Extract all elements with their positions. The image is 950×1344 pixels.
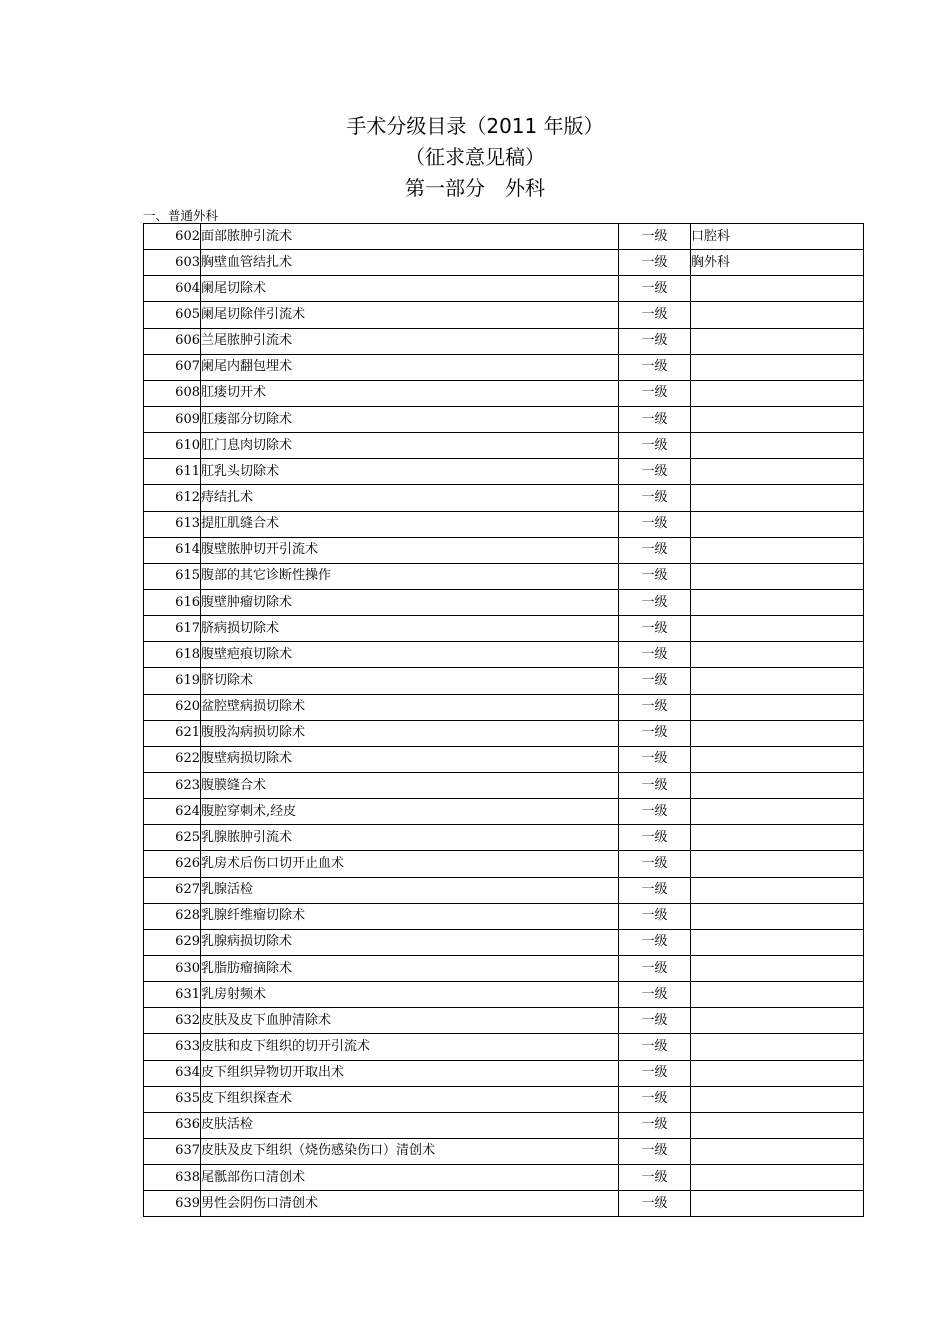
department: [691, 799, 864, 825]
row-number: 612: [144, 485, 201, 511]
department: [691, 825, 864, 851]
row-number: 633: [144, 1034, 201, 1060]
procedure-name: 乳腺脓肿引流术: [201, 825, 619, 851]
procedure-name: 乳脂肪瘤摘除术: [201, 955, 619, 981]
procedure-name: 肛乳头切除术: [201, 459, 619, 485]
row-number: 604: [144, 276, 201, 302]
surgery-level: 一级: [619, 485, 691, 511]
department: [691, 772, 864, 798]
surgery-level: 一级: [619, 799, 691, 825]
department: [691, 1112, 864, 1138]
department: [691, 1191, 864, 1217]
department: 口腔科: [691, 224, 864, 250]
table-row: [144, 406, 864, 432]
procedure-name: 提肛肌缝合术: [201, 511, 619, 537]
row-number: 626: [144, 851, 201, 877]
surgery-level: 一级: [619, 1034, 691, 1060]
document-subtitle: （征求意见稿）: [405, 145, 545, 169]
department: [691, 929, 864, 955]
table-row: [144, 1008, 864, 1034]
row-number: 624: [144, 799, 201, 825]
row-number: 606: [144, 328, 201, 354]
surgery-level: 一级: [619, 1112, 691, 1138]
surgery-level: 一级: [619, 694, 691, 720]
procedure-name: 肛瘘部分切除术: [201, 406, 619, 432]
table-row: [144, 459, 864, 485]
surgery-level: 一级: [619, 903, 691, 929]
procedure-name: 皮下组织探查术: [201, 1086, 619, 1112]
surgery-level: 一级: [619, 302, 691, 328]
department: [691, 851, 864, 877]
surgery-level: 一级: [619, 1086, 691, 1112]
row-number: 637: [144, 1138, 201, 1164]
procedure-name: 腹部的其它诊断性操作: [201, 563, 619, 589]
table-row: [144, 537, 864, 563]
table-row: [144, 380, 864, 406]
procedure-name: 乳腺纤维瘤切除术: [201, 903, 619, 929]
department: [691, 903, 864, 929]
surgery-level: 一级: [619, 537, 691, 563]
department: [691, 354, 864, 380]
surgery-level: 一级: [619, 1191, 691, 1217]
procedure-name: 男性会阴伤口清创术: [201, 1191, 619, 1217]
surgery-table: [143, 223, 864, 1217]
row-number: 623: [144, 772, 201, 798]
surgery-level: 一级: [619, 276, 691, 302]
department: [691, 563, 864, 589]
part-heading: 第一部分 外科: [405, 176, 545, 200]
row-number: 603: [144, 250, 201, 276]
procedure-name: 腹壁脓肿切开引流术: [201, 537, 619, 563]
table-row: [144, 354, 864, 380]
row-number: 629: [144, 929, 201, 955]
department: [691, 1060, 864, 1086]
procedure-name: 肛瘘切开术: [201, 380, 619, 406]
section-label: 一、普通外科: [143, 208, 219, 223]
department: [691, 276, 864, 302]
surgery-level: 一级: [619, 511, 691, 537]
document-title: 手术分级目录（2011 年版）: [346, 114, 604, 138]
department: [691, 1138, 864, 1164]
department: [691, 877, 864, 903]
table-row: [144, 772, 864, 798]
row-number: 608: [144, 380, 201, 406]
surgery-level: 一级: [619, 929, 691, 955]
table-row: [144, 825, 864, 851]
table-row: [144, 276, 864, 302]
procedure-name: 乳腺病损切除术: [201, 929, 619, 955]
row-number: 639: [144, 1191, 201, 1217]
table-row: [144, 720, 864, 746]
surgery-level: 一级: [619, 250, 691, 276]
department: [691, 302, 864, 328]
row-number: 616: [144, 589, 201, 615]
table-row: [144, 1191, 864, 1217]
row-number: 620: [144, 694, 201, 720]
row-number: 630: [144, 955, 201, 981]
surgery-level: 一级: [619, 1008, 691, 1034]
table-row: [144, 485, 864, 511]
surgery-table-body: [144, 224, 864, 1217]
surgery-level: 一级: [619, 746, 691, 772]
surgery-level: 一级: [619, 877, 691, 903]
table-row: [144, 302, 864, 328]
department: [691, 1034, 864, 1060]
row-number: 610: [144, 433, 201, 459]
row-number: 614: [144, 537, 201, 563]
table-row: [144, 433, 864, 459]
procedure-name: 腹壁病损切除术: [201, 746, 619, 772]
department: [691, 433, 864, 459]
surgery-level: 一级: [619, 563, 691, 589]
department: [691, 1008, 864, 1034]
procedure-name: 皮肤和皮下组织的切开引流术: [201, 1034, 619, 1060]
table-row: [144, 589, 864, 615]
procedure-name: 脐病损切除术: [201, 616, 619, 642]
surgery-level: 一级: [619, 380, 691, 406]
procedure-name: 胸壁血管结扎术: [201, 250, 619, 276]
surgery-level: 一级: [619, 1060, 691, 1086]
row-number: 634: [144, 1060, 201, 1086]
procedure-name: 阑尾内翻包埋术: [201, 354, 619, 380]
procedure-name: 腹股沟病损切除术: [201, 720, 619, 746]
procedure-name: 阑尾切除伴引流术: [201, 302, 619, 328]
department: 胸外科: [691, 250, 864, 276]
surgery-level: 一级: [619, 406, 691, 432]
department: [691, 406, 864, 432]
department: [691, 642, 864, 668]
row-number: 638: [144, 1165, 201, 1191]
procedure-name: 乳房术后伤口切开止血术: [201, 851, 619, 877]
procedure-name: 阑尾切除术: [201, 276, 619, 302]
row-number: 631: [144, 982, 201, 1008]
department: [691, 485, 864, 511]
table-row: [144, 328, 864, 354]
row-number: 635: [144, 1086, 201, 1112]
surgery-level: 一级: [619, 354, 691, 380]
table-row: [144, 982, 864, 1008]
department: [691, 537, 864, 563]
surgery-level: 一级: [619, 955, 691, 981]
table-row: [144, 563, 864, 589]
table-row: [144, 929, 864, 955]
table-row: [144, 799, 864, 825]
procedure-name: 痔结扎术: [201, 485, 619, 511]
procedure-name: 腹壁肿瘤切除术: [201, 589, 619, 615]
surgery-level: 一级: [619, 668, 691, 694]
row-number: 605: [144, 302, 201, 328]
surgery-level: 一级: [619, 772, 691, 798]
table-row: [144, 955, 864, 981]
row-number: 611: [144, 459, 201, 485]
row-number: 627: [144, 877, 201, 903]
procedure-name: 兰尾脓肿引流术: [201, 328, 619, 354]
department: [691, 955, 864, 981]
row-number: 613: [144, 511, 201, 537]
department: [691, 982, 864, 1008]
row-number: 607: [144, 354, 201, 380]
procedure-name: 面部脓肿引流术: [201, 224, 619, 250]
department: [691, 589, 864, 615]
row-number: 628: [144, 903, 201, 929]
procedure-name: 皮肤活检: [201, 1112, 619, 1138]
surgery-level: 一级: [619, 851, 691, 877]
row-number: 625: [144, 825, 201, 851]
procedure-name: 乳腺活检: [201, 877, 619, 903]
procedure-name: 肛门息肉切除术: [201, 433, 619, 459]
surgery-level: 一级: [619, 589, 691, 615]
procedure-name: 皮肤及皮下组织（烧伤感染伤口）清创术: [201, 1138, 619, 1164]
department: [691, 746, 864, 772]
department: [691, 668, 864, 694]
table-row: [144, 746, 864, 772]
row-number: 619: [144, 668, 201, 694]
surgery-level: 一级: [619, 459, 691, 485]
surgery-level: 一级: [619, 616, 691, 642]
surgery-level: 一级: [619, 825, 691, 851]
table-row: [144, 1138, 864, 1164]
procedure-name: 腹腔穿刺术,经皮: [201, 799, 619, 825]
procedure-name: 皮肤及皮下血肿清除术: [201, 1008, 619, 1034]
surgery-level: 一级: [619, 982, 691, 1008]
row-number: 617: [144, 616, 201, 642]
row-number: 615: [144, 563, 201, 589]
procedure-name: 腹膜缝合术: [201, 772, 619, 798]
surgery-level: 一级: [619, 642, 691, 668]
table-row: [144, 903, 864, 929]
row-number: 618: [144, 642, 201, 668]
row-number: 602: [144, 224, 201, 250]
table-row: [144, 616, 864, 642]
table-row: [144, 1086, 864, 1112]
table-row: [144, 1112, 864, 1138]
department: [691, 328, 864, 354]
surgery-level: 一级: [619, 1165, 691, 1191]
department: [691, 459, 864, 485]
procedure-name: 盆腔壁病损切除术: [201, 694, 619, 720]
surgery-level: 一级: [619, 720, 691, 746]
procedure-name: 脐切除术: [201, 668, 619, 694]
table-row: [144, 642, 864, 668]
table-row: [144, 668, 864, 694]
row-number: 636: [144, 1112, 201, 1138]
department: [691, 616, 864, 642]
department: [691, 511, 864, 537]
procedure-name: 乳房射频术: [201, 982, 619, 1008]
row-number: 609: [144, 406, 201, 432]
department: [691, 1086, 864, 1112]
department: [691, 1165, 864, 1191]
table-row: [144, 1165, 864, 1191]
surgery-level: 一级: [619, 1138, 691, 1164]
table-row: [144, 851, 864, 877]
table-row: [144, 224, 864, 250]
table-row: [144, 250, 864, 276]
department: [691, 694, 864, 720]
surgery-level: 一级: [619, 224, 691, 250]
row-number: 632: [144, 1008, 201, 1034]
surgery-level: 一级: [619, 328, 691, 354]
procedure-name: 尾骶部伤口清创术: [201, 1165, 619, 1191]
procedure-name: 皮下组织异物切开取出术: [201, 1060, 619, 1086]
table-row: [144, 694, 864, 720]
surgery-level: 一级: [619, 433, 691, 459]
table-row: [144, 877, 864, 903]
table-row: [144, 511, 864, 537]
department: [691, 380, 864, 406]
row-number: 622: [144, 746, 201, 772]
row-number: 621: [144, 720, 201, 746]
table-row: [144, 1060, 864, 1086]
department: [691, 720, 864, 746]
procedure-name: 腹壁疤痕切除术: [201, 642, 619, 668]
table-row: [144, 1034, 864, 1060]
